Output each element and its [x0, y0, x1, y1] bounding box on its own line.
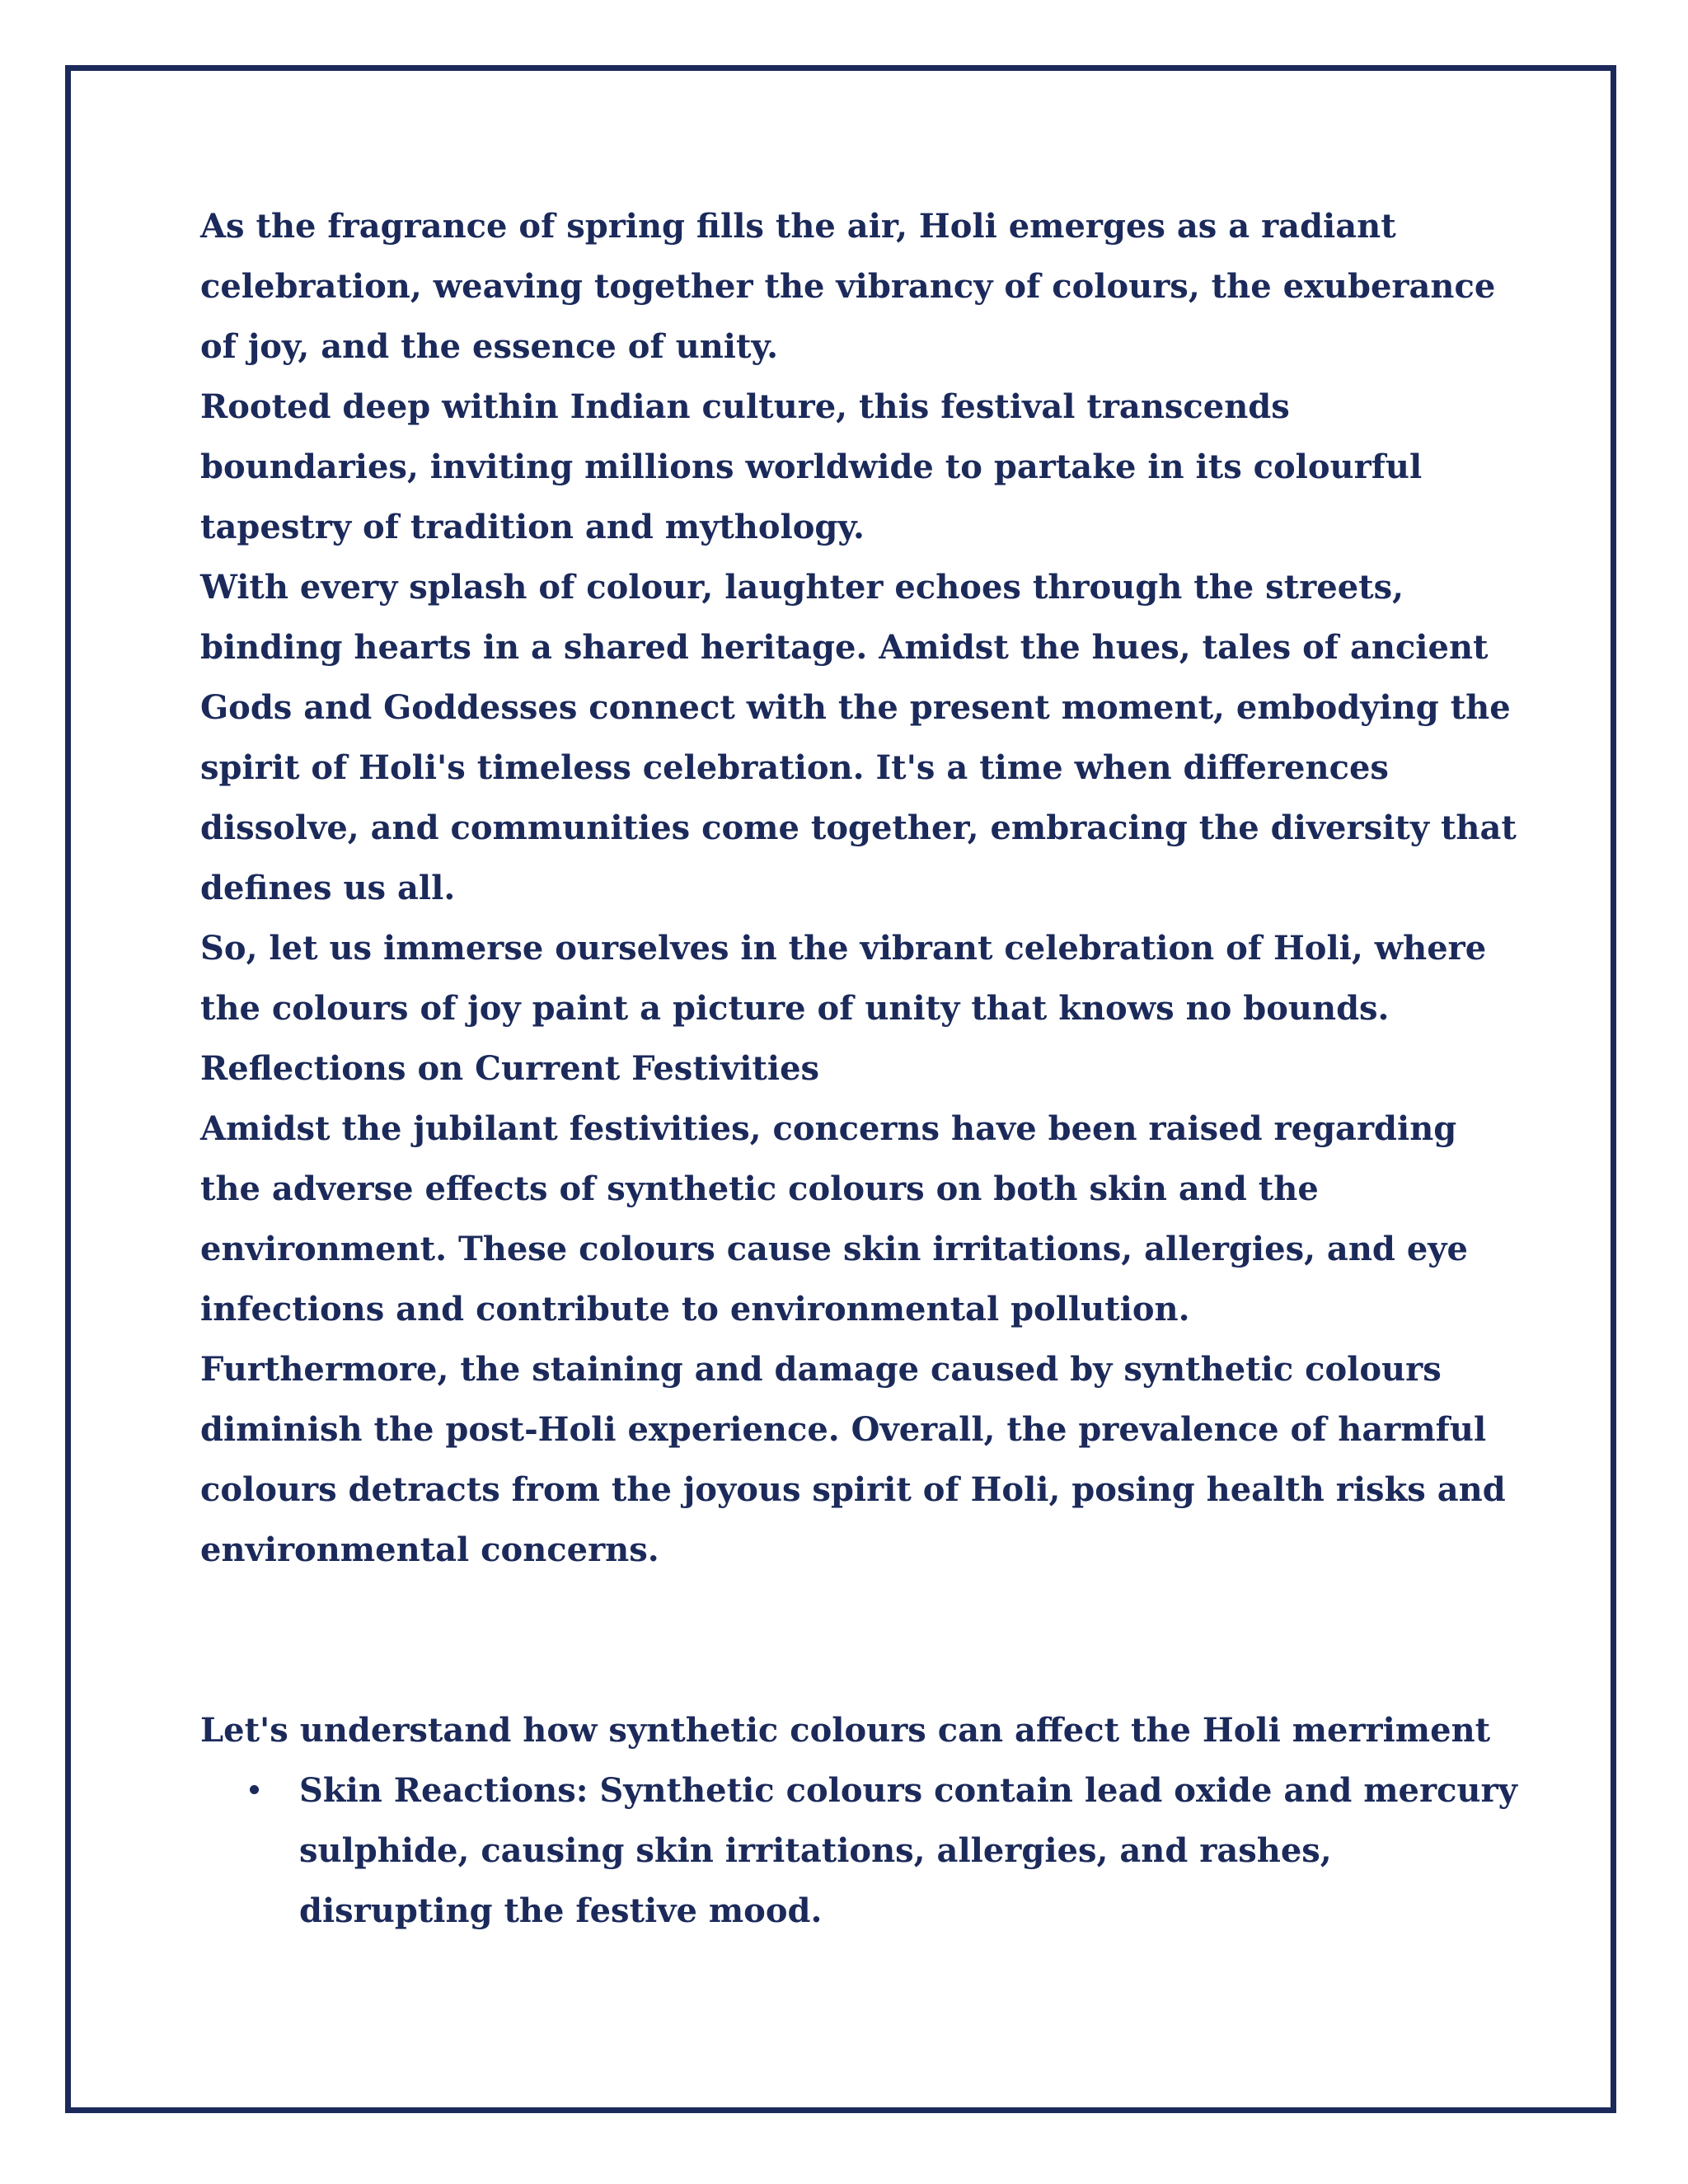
intro-paragraph-3: With every splash of colour, laughter echoes through the streets, binding hearts in a shared heritage. Amidst the hues, tales of ancient Gods and Goddesses connect with the present moment, embodying the spirit of Holi's timeless celebration. It's a time when differences dissolve, and communities come together, embracing the diversity that defines us all. [200, 568, 1517, 907]
bullet-icon [250, 1785, 259, 1794]
blank-space [200, 1580, 1519, 1700]
intro-paragraph-4: So, let us immerse ourselves in the vibrant celebration of Holi, where the colours of joy paint a picture of unity that knows no bounds. [200, 929, 1487, 1028]
bullet-list [200, 1760, 1519, 1941]
section-paragraph-1: Amidst the jubilant festivities, concerns have been raised regarding the adverse effects of synthetic colours on both skin and the environment. These colours cause skin irritations, allergies, and eye infections and contribute to environmental pollution. [200, 1109, 1468, 1329]
list-item [200, 1760, 1519, 1941]
intro-paragraph-1: As the fragrance of spring fills the air, Holi emerges as a radiant celebration, weaving together the vibrancy of colours, the exuberance of joy, and the essence of unity. [200, 207, 1496, 366]
section-heading: Reflections on Current Festivities [200, 1049, 820, 1088]
document-body [200, 196, 1519, 1941]
section-paragraph-2: Furthermore, the staining and damage caused by synthetic colours diminish the post-Holi experience. Overall, the prevalence of harmful colours detracts from the joyous spirit of Holi, posing health risks and environmental concerns. [200, 1350, 1506, 1569]
intro-paragraph-2: Rooted deep within Indian culture, this festival transcends boundaries, inviting millions worldwide to partake in its colourful tapestry of tradition and mythology. [200, 387, 1423, 546]
list-item-text: Skin Reactions: Synthetic colours contain lead oxide and mercury sulphide, causing skin irritations, allergies, and rashes, disrupting the festive mood. [299, 1771, 1517, 1930]
list-intro: Let's understand how synthetic colours can affect the Holi merriment [200, 1711, 1491, 1750]
